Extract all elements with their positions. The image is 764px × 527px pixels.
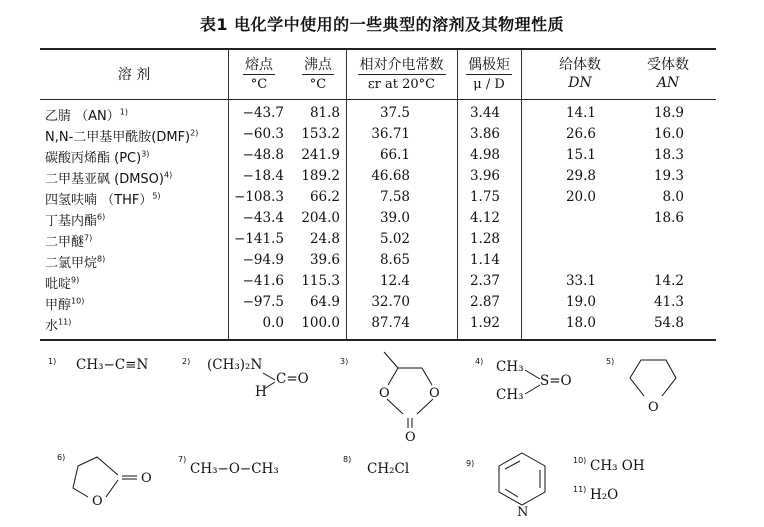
header-mp	[232, 56, 286, 94]
cell-bp: 66.2	[309, 189, 340, 205]
formula-dimethyl-ether: CH₃−O−CH₃	[190, 461, 279, 477]
cell-mp: −141.5	[234, 231, 284, 247]
note-ref-4: 4)	[475, 357, 484, 366]
note-ref-9: 9)	[466, 459, 475, 468]
cell-dn: 14.1	[565, 105, 596, 121]
header-bp	[290, 56, 346, 94]
cell-eps: 5.02	[379, 231, 410, 247]
solvent-name-text: N,N-二甲基甲酰胺(DMF)	[45, 130, 191, 145]
footnote-ref: 8)	[97, 254, 106, 264]
solvent-name-text: 丁基内酯	[45, 214, 98, 229]
solvent-name	[45, 168, 172, 187]
solvent-name	[45, 126, 198, 145]
cell-mp: −18.4	[242, 168, 284, 184]
note-ref-11: 11)	[573, 485, 587, 494]
solvent-name	[45, 231, 92, 250]
formula-dmso-ch3-bottom: CH₃	[496, 387, 524, 403]
cell-dn: 18.0	[565, 315, 596, 331]
note-ref-2: 2)	[182, 357, 191, 366]
formula-dichloromethane: CH₂Cl	[367, 461, 410, 477]
cell-mp: −43.4	[242, 210, 284, 226]
cell-an: 16.0	[653, 126, 684, 142]
cell-eps: 39.0	[379, 210, 410, 226]
cell-eps: 46.68	[371, 168, 410, 184]
header-solvent	[40, 66, 228, 84]
footnote-ref: 2)	[190, 128, 199, 138]
table-row	[40, 187, 716, 208]
cell-an: 18.9	[653, 105, 684, 121]
note-ref-3: 3)	[340, 357, 349, 366]
cell-bp: 100.0	[301, 315, 340, 331]
header-an-symbol: AN	[656, 75, 680, 91]
cell-an: 18.6	[653, 210, 684, 226]
cell-mp: −41.6	[242, 273, 284, 289]
footnote-ref: 3)	[141, 149, 150, 159]
pc-carbonyl-oxygen: O	[405, 430, 416, 445]
cell-an: 54.8	[653, 315, 684, 331]
thf-oxygen: O	[648, 400, 659, 415]
solvent-name-text: 甲醇	[45, 298, 72, 313]
header-dn	[540, 56, 620, 92]
cell-dn: 26.6	[565, 126, 596, 142]
table-row	[40, 271, 716, 292]
pyridine-nitrogen: N	[517, 505, 529, 520]
cell-eps: 36.71	[371, 126, 410, 142]
footnote-ref: 6)	[97, 212, 106, 222]
table-title: 表1 电化学中使用的一些典型的溶剂及其物理性质	[199, 15, 565, 34]
formula-acetonitrile: CH₃−C≡N	[76, 357, 149, 373]
footnote-ref: 4)	[164, 170, 173, 180]
solvent-name-text: 二氯甲烷	[45, 256, 98, 271]
header-mp-label: 熔点	[245, 57, 273, 73]
header-rule	[40, 99, 716, 100]
header-dipole	[457, 56, 521, 94]
formula-methanol: CH₃ OH	[590, 458, 645, 474]
cell-bp: 64.9	[309, 294, 340, 310]
table-row	[40, 229, 716, 250]
cell-dn: 29.8	[565, 168, 596, 184]
table-row	[40, 145, 716, 166]
cell-bp: 81.8	[309, 105, 340, 121]
note-ref-5: 5)	[606, 357, 615, 366]
footnote-ref: 1)	[119, 107, 128, 117]
header-eps-unit: εr at 20°C	[367, 77, 436, 92]
cell-an: 19.3	[653, 168, 684, 184]
cell-dip: 4.98	[469, 147, 500, 163]
header-dn-label: 给体数	[559, 57, 601, 73]
cell-eps: 66.1	[379, 147, 410, 163]
solvent-name	[45, 294, 84, 313]
bottom-rule	[40, 339, 716, 341]
cell-bp: 241.9	[301, 147, 340, 163]
cell-dn: 15.1	[565, 147, 596, 163]
butyrolactone-ring-oxygen: O	[92, 494, 103, 509]
note-ref-8: 8)	[343, 455, 352, 464]
solvent-name-text: 二甲基亚砜 (DMSO)	[45, 172, 164, 187]
solvent-name-text: 乙腈 （AN）	[45, 109, 120, 124]
solvent-name	[45, 147, 149, 166]
header-dipole-label: 偶极矩	[468, 57, 510, 73]
pc-ring-oxygen: O	[379, 386, 390, 401]
cell-dip: 2.37	[469, 273, 500, 289]
solvent-name	[45, 315, 71, 334]
cell-dip: 1.28	[469, 231, 500, 247]
cell-eps: 87.74	[371, 315, 410, 331]
cell-dip: 1.14	[469, 252, 500, 268]
cell-dip: 3.86	[469, 126, 500, 142]
solvent-name-text: 二甲醚	[45, 235, 85, 250]
header-eps	[346, 56, 457, 94]
cell-eps: 37.5	[379, 105, 410, 121]
cell-mp: −43.7	[242, 105, 284, 121]
note-ref-1: 1)	[48, 357, 57, 366]
table-row	[40, 166, 716, 187]
formula-dmso-so: S=O	[540, 373, 572, 389]
header-dipole-unit: μ / D	[473, 77, 505, 92]
cell-bp: 153.2	[301, 126, 340, 142]
note-ref-10: 10)	[573, 456, 587, 465]
cell-an: 41.3	[653, 294, 684, 310]
header-bp-unit: °C	[309, 77, 327, 92]
table-row	[40, 208, 716, 229]
cell-mp: 0.0	[262, 315, 284, 331]
cell-an: 8.0	[662, 189, 684, 205]
cell-eps: 12.4	[379, 273, 410, 289]
cell-mp: −94.9	[242, 252, 284, 268]
header-an-label: 受体数	[647, 57, 689, 73]
header-solvent-label: 溶 剂	[117, 67, 151, 83]
pc-ring-oxygen: O	[429, 386, 440, 401]
cell-dip: 1.75	[469, 189, 500, 205]
cell-an: 14.2	[653, 273, 684, 289]
footnote-ref: 10)	[71, 296, 85, 306]
footnote-ref: 9)	[71, 275, 80, 285]
cell-eps: 7.58	[379, 189, 410, 205]
cell-mp: −48.8	[242, 147, 284, 163]
solvent-name-text: 水	[45, 319, 59, 334]
note-ref-7: 7)	[178, 455, 187, 464]
cell-mp: −97.5	[242, 294, 284, 310]
footnote-ref: 11)	[58, 317, 72, 327]
cell-bp: 115.3	[301, 273, 340, 289]
table-row	[40, 250, 716, 271]
note-ref-6: 6)	[57, 453, 66, 462]
cell-bp: 39.6	[309, 252, 340, 268]
cell-bp: 189.2	[301, 168, 340, 184]
cell-dn: 33.1	[565, 273, 596, 289]
cell-bp: 204.0	[301, 210, 340, 226]
header-bp-label: 沸点	[304, 57, 332, 73]
solvent-name	[45, 210, 105, 229]
cell-eps: 32.70	[371, 294, 410, 310]
table-row	[40, 124, 716, 145]
cell-an: 18.3	[653, 147, 684, 163]
formula-dmso-ch3-top: CH₃	[496, 359, 524, 375]
table-row	[40, 313, 716, 334]
cell-mp: −108.3	[234, 189, 284, 205]
table-row	[40, 292, 716, 313]
solvent-name	[45, 273, 79, 292]
solvent-name-text: 四氢呋喃 （THF）	[45, 193, 153, 208]
cell-dip: 4.12	[469, 210, 500, 226]
butyrolactone-carbonyl-oxygen: O	[141, 471, 152, 486]
cell-dip: 3.96	[469, 168, 500, 184]
header-dn-symbol: DN	[568, 75, 592, 91]
formula-dmf-h: H	[255, 384, 267, 400]
cell-dip: 3.44	[469, 105, 500, 121]
cell-dip: 2.87	[469, 294, 500, 310]
formula-water: H₂O	[590, 487, 619, 503]
cell-mp: −60.3	[242, 126, 284, 142]
solvent-name	[45, 105, 128, 124]
cell-eps: 8.65	[379, 252, 410, 268]
table-row	[40, 103, 716, 124]
solvent-name-text: 吡啶	[45, 277, 72, 292]
table-body	[40, 103, 716, 334]
header-mp-unit: °C	[250, 77, 268, 92]
solvent-name	[45, 189, 161, 208]
solvent-name	[45, 252, 105, 271]
formula-dmf-amine: (CH₃)₂N	[207, 357, 263, 373]
header-an	[628, 56, 708, 92]
cell-bp: 24.8	[309, 231, 340, 247]
formula-dmf-carbonyl: C=O	[276, 371, 309, 387]
header-eps-label: 相对介电常数	[359, 57, 444, 73]
solvent-name-text: 碳酸丙烯酯 (PC)	[45, 151, 142, 166]
footnote-ref: 7)	[84, 233, 93, 243]
cell-dip: 1.92	[469, 315, 500, 331]
footnote-ref: 5)	[152, 191, 161, 201]
top-rule	[40, 48, 716, 50]
cell-dn: 19.0	[565, 294, 596, 310]
cell-dn: 20.0	[565, 189, 596, 205]
